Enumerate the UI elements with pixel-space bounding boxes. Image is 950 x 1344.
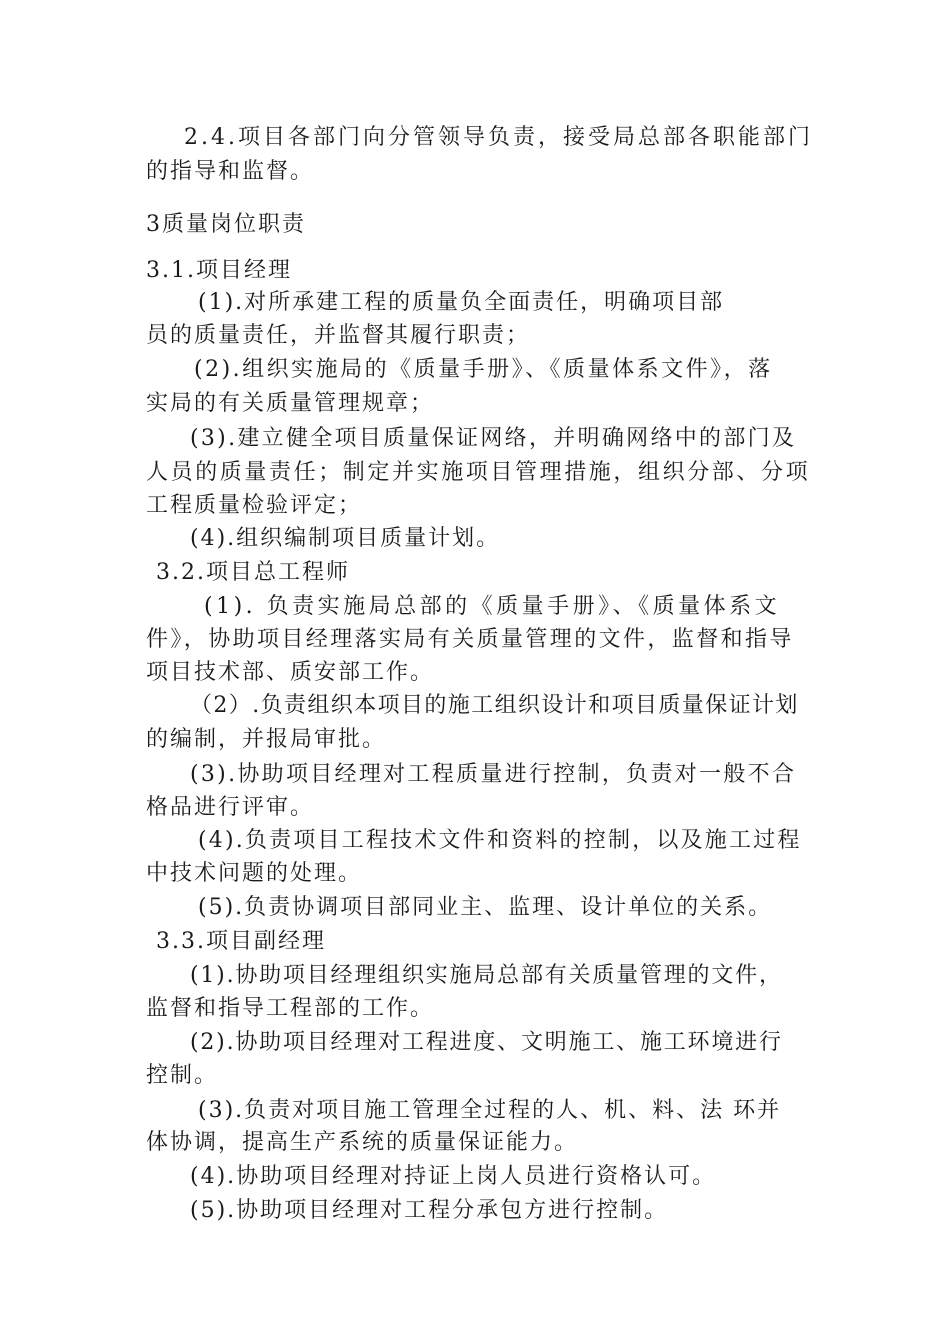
item-3-1-2-line-1: (2).组织实施局的《质量手册》、《质量体系文件》，落 <box>194 357 773 382</box>
item-3-3-1-line-1: (1).协助项目经理组织实施局总部有关质量管理的文件， <box>190 963 783 988</box>
item-3-2-4-line-1: (4).负责项目工程技术文件和资料的控制，以及施工过程 <box>198 828 802 853</box>
item-3-1-4: (4).组织编制项目质量计划。 <box>190 526 501 551</box>
item-3-2-2-line-1: （2）.负责组织本项目的施工组织设计和项目质量保证计划 <box>190 693 799 718</box>
item-3-3-3-line-1: (3).负责对项目施工管理全过程的人、机、料、法 环并 <box>198 1098 782 1123</box>
item-3-2-3-line-2: 格品进行评审。 <box>146 795 315 820</box>
item-3-3-5: (5).协助项目经理对工程分承包方进行控制。 <box>190 1198 669 1223</box>
section-3-1-heading: 3.1.项目经理 <box>146 258 292 283</box>
item-3-1-1-line-1: (1).对所承建工程的质量负全面责任，明确项目部 <box>198 290 725 315</box>
item-3-2-2-line-2: 的编制，并报局审批。 <box>146 727 387 752</box>
section-3-2-heading: 3.2.项目总工程师 <box>156 560 350 585</box>
item-3-2-4-line-2: 中技术问题的处理。 <box>146 861 363 886</box>
item-3-3-2-line-1: (2).协助项目经理对工程进度、文明施工、施工环境进行 <box>190 1030 783 1055</box>
item-3-1-3-line-3: 工程质量检验评定； <box>146 493 363 518</box>
item-3-3-3-line-2: 体协调，提高生产系统的质量保证能力。 <box>146 1130 579 1155</box>
item-3-1-1-line-2: 员的质量责任，并监督其履行职责； <box>146 323 531 348</box>
item-3-3-1-line-2: 监督和指导工程部的工作。 <box>146 996 435 1021</box>
section-3-3-heading: 3.3.项目副经理 <box>156 929 326 954</box>
paragraph-2-4-line-1: 2.4.项目各部门向分管领导负责，接受局总部各职能部门 <box>184 125 813 150</box>
item-3-2-1-line-3: 项目技术部、质安部工作。 <box>146 660 435 685</box>
item-3-2-3-line-1: (3).协助项目经理对工程质量进行控制，负责对一般不合 <box>190 762 797 787</box>
item-3-1-2-line-2: 实局的有关质量管理规章； <box>146 391 435 416</box>
item-3-3-2-line-2: 控制。 <box>146 1063 219 1088</box>
section-3-heading: 3质量岗位职责 <box>146 212 306 237</box>
item-3-2-1-line-1: (1). 负责实施局总部的《质量手册》、《质量体系文 <box>204 594 781 619</box>
paragraph-2-4-line-2: 的指导和监督。 <box>146 159 315 184</box>
item-3-1-3-line-2: 人员的质量责任；制定并实施项目管理措施，组织分部、分项 <box>146 460 811 485</box>
item-3-3-4: (4).协助项目经理对持证上岗人员进行资格认可。 <box>190 1164 717 1189</box>
item-3-2-1-line-2: 件》，协助项目经理落实局有关质量管理的文件，监督和指导 <box>146 627 794 652</box>
item-3-1-3-line-1: (3).建立健全项目质量保证网络，并明确网络中的部门及 <box>190 426 797 451</box>
item-3-2-5: (5).负责协调项目部同业主、监理、设计单位的关系。 <box>198 895 773 920</box>
